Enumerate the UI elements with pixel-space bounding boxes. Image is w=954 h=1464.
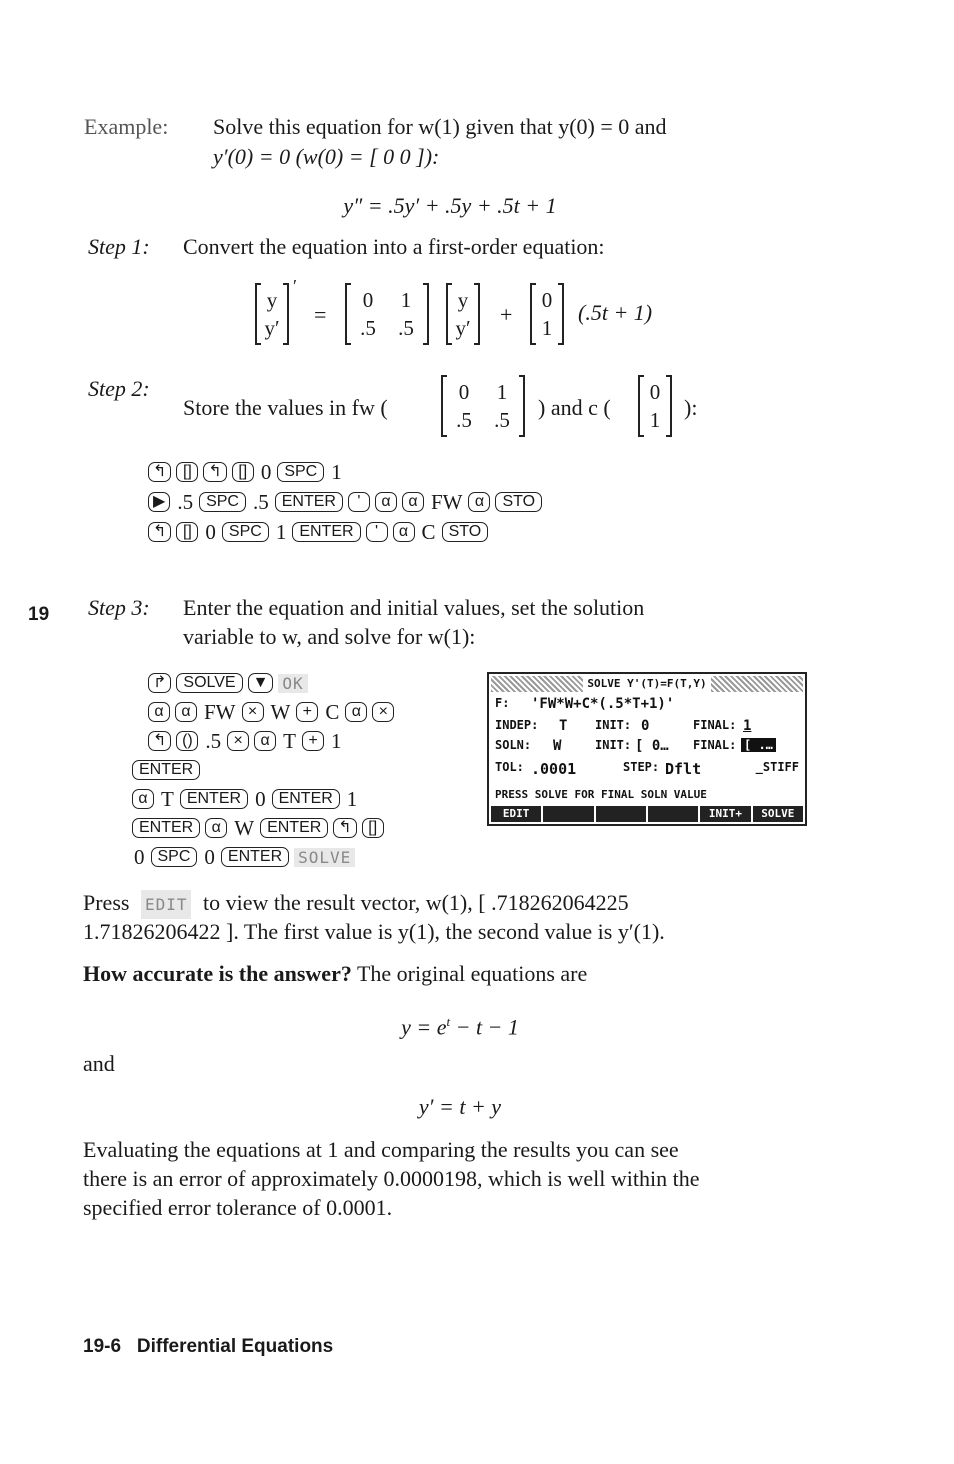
accuracy-text: The original equations are bbox=[356, 961, 588, 986]
key-text: 0 bbox=[205, 519, 216, 544]
spc-key[interactable]: SPC bbox=[151, 847, 198, 867]
screen-title-bar bbox=[491, 676, 803, 692]
enter-key[interactable]: ENTER bbox=[275, 492, 343, 512]
final1-value[interactable]: 1 bbox=[743, 718, 752, 734]
step3-keys-row5 bbox=[132, 785, 363, 813]
step1-m12: 1 bbox=[400, 288, 412, 312]
indep-value[interactable]: T bbox=[559, 718, 568, 734]
page-footer: 19-6 Differential Equations bbox=[83, 1336, 334, 1357]
alpha-key[interactable]: α bbox=[175, 702, 197, 722]
v-bottom: y′ bbox=[455, 316, 471, 340]
example-line1: Solve this equation for w(1) given that y(0) = 0 and bbox=[213, 114, 667, 139]
alpha-key[interactable]: α bbox=[393, 522, 415, 542]
step1-c-vector bbox=[530, 283, 564, 345]
alpha-key[interactable]: α bbox=[132, 789, 154, 809]
step3-keys-row2 bbox=[148, 698, 399, 726]
stiff-checkbox[interactable]: _STIFF bbox=[755, 760, 799, 774]
screen-menu bbox=[491, 806, 803, 822]
alpha-key[interactable]: α bbox=[345, 702, 367, 722]
f-value[interactable]: 'FW*W+C*(.5*T+1)' bbox=[531, 696, 675, 712]
tol-value[interactable]: .0001 bbox=[531, 760, 577, 778]
step3-label: Step 3: bbox=[88, 595, 150, 620]
key-text: 1 bbox=[346, 786, 358, 811]
key-text: 1 bbox=[330, 728, 342, 753]
screen-title: SOLVE Y'(T)=F(T,Y) bbox=[583, 676, 710, 692]
soln-value[interactable]: W bbox=[553, 738, 562, 754]
step2-keys-row3 bbox=[148, 518, 493, 546]
step2-c-top: 0 bbox=[649, 380, 661, 404]
key-text: FW bbox=[430, 489, 463, 514]
spc-key[interactable]: SPC bbox=[277, 462, 324, 482]
enter-key[interactable]: ENTER bbox=[221, 847, 289, 867]
sto-key[interactable]: STO bbox=[495, 492, 542, 512]
accuracy-line3: specified error tolerance of 0.0001. bbox=[83, 1195, 393, 1220]
lhs-top: y bbox=[266, 288, 278, 312]
step2-text-c: ): bbox=[684, 395, 698, 420]
accuracy-heading: How accurate is the answer? bbox=[83, 961, 352, 986]
final1-label: FINAL: bbox=[693, 718, 737, 732]
menu-init[interactable]: INIT+ bbox=[700, 806, 750, 822]
step1-plus: + bbox=[500, 302, 513, 327]
init1-label: INIT: bbox=[595, 718, 632, 732]
key-text: 0 bbox=[134, 844, 145, 869]
key-text: .5 bbox=[252, 489, 269, 514]
step2-c-bottom: 1 bbox=[649, 408, 661, 432]
indep-label: INDEP: bbox=[495, 718, 539, 732]
step-label: STEP: bbox=[623, 760, 660, 774]
key-text: T bbox=[283, 728, 296, 753]
step3-keys-row7 bbox=[132, 843, 361, 871]
bracket-key[interactable]: [] bbox=[176, 462, 198, 482]
key-text: 0 bbox=[204, 844, 215, 869]
step-value[interactable]: Dflt bbox=[665, 760, 702, 778]
right-shift-key[interactable]: ↱ bbox=[148, 673, 171, 693]
step2-m21: .5 bbox=[456, 408, 472, 432]
result-press: Press bbox=[83, 890, 130, 915]
left-shift-key[interactable]: ↰ bbox=[148, 462, 171, 482]
step1-forcing: (.5t + 1) bbox=[578, 300, 653, 325]
soln-label: SOLN: bbox=[495, 738, 532, 752]
left-shift-key[interactable]: ↰ bbox=[333, 818, 356, 838]
enter-key[interactable]: ENTER bbox=[132, 760, 200, 780]
plus-key[interactable]: + bbox=[302, 731, 324, 751]
c-top: 0 bbox=[541, 288, 553, 312]
alpha-key[interactable]: α bbox=[254, 731, 276, 751]
step3-keys-row6 bbox=[132, 814, 389, 842]
sto-key[interactable]: STO bbox=[442, 522, 489, 542]
key-text: T bbox=[161, 786, 174, 811]
accuracy-line2: there is an error of approximately 0.0000198, which is well within the bbox=[83, 1166, 700, 1191]
example-label: Example: bbox=[84, 114, 169, 139]
key-text: .5 bbox=[177, 489, 194, 514]
accuracy-line1: Evaluating the equations at 1 and comparing the results you can see bbox=[83, 1137, 679, 1162]
step3-keys-row3 bbox=[148, 727, 347, 755]
result-line1 bbox=[83, 888, 629, 919]
v-top: y bbox=[457, 288, 469, 312]
alpha-key[interactable]: α bbox=[148, 702, 170, 722]
lhs-prime: ′ bbox=[293, 276, 297, 296]
example-line2: y′(0) = 0 (w(0) = [ 0 0 ]): bbox=[213, 144, 440, 169]
left-shift-key[interactable]: ↰ bbox=[203, 462, 226, 482]
down-arrow-key[interactable]: ▼ bbox=[248, 673, 274, 693]
step2-keys-row2 bbox=[148, 488, 547, 516]
step3-keys-row4 bbox=[132, 756, 205, 784]
step1-m11: 0 bbox=[362, 288, 374, 312]
step1-matrix bbox=[345, 283, 429, 345]
step2-label: Step 2: bbox=[88, 376, 150, 401]
screen-tol-row bbox=[495, 760, 799, 778]
step1-text: Convert the equation into a first-order equation: bbox=[183, 234, 605, 259]
screen-f-row bbox=[495, 696, 799, 714]
step1-m22: .5 bbox=[398, 316, 414, 340]
multiply-key[interactable]: × bbox=[227, 731, 249, 751]
lhs-vector bbox=[255, 283, 289, 345]
menu-solve[interactable]: SOLVE bbox=[753, 806, 803, 822]
spc-key[interactable]: SPC bbox=[222, 522, 269, 542]
final2-label: FINAL: bbox=[693, 738, 737, 752]
alpha-key[interactable]: α bbox=[375, 492, 397, 512]
quote-key[interactable]: ' bbox=[366, 522, 388, 542]
left-shift-key[interactable]: ↰ bbox=[148, 522, 171, 542]
tol-label: TOL: bbox=[495, 760, 524, 774]
step2-c-vector bbox=[638, 375, 672, 437]
key-text: W bbox=[234, 815, 255, 840]
key-text: FW bbox=[204, 699, 236, 724]
step2-m12: 1 bbox=[496, 380, 508, 404]
solve-softkey[interactable]: SOLVE bbox=[294, 848, 355, 867]
right-arrow-key[interactable]: ▶ bbox=[148, 492, 170, 512]
spc-key[interactable]: SPC bbox=[199, 492, 246, 512]
key-text: 0 bbox=[255, 786, 266, 811]
left-shift-key[interactable]: ↰ bbox=[148, 731, 171, 751]
key-text: 1 bbox=[275, 519, 287, 544]
plus-key[interactable]: + bbox=[296, 702, 318, 722]
multiply-key[interactable]: × bbox=[242, 702, 264, 722]
f-label: F: bbox=[495, 696, 510, 710]
paren-key[interactable]: () bbox=[176, 731, 198, 751]
init1-value[interactable]: 0 bbox=[641, 718, 650, 734]
screen-indep-row bbox=[495, 718, 799, 736]
final2-value[interactable]: [ .… bbox=[741, 738, 776, 752]
key-text: 0 bbox=[260, 459, 272, 484]
menu-edit[interactable]: EDIT bbox=[491, 806, 541, 822]
alpha-key[interactable]: α bbox=[205, 818, 227, 838]
alpha-key[interactable]: α bbox=[402, 492, 424, 512]
key-text: 1 bbox=[331, 459, 342, 484]
accuracy-and: and bbox=[83, 1051, 115, 1076]
screen-soln-row bbox=[495, 738, 799, 756]
alpha-key[interactable]: α bbox=[468, 492, 490, 512]
step1-label: Step 1: bbox=[88, 234, 150, 259]
step2-keys-row1 bbox=[148, 458, 348, 486]
enter-key[interactable]: ENTER bbox=[132, 818, 200, 838]
calculator-screen bbox=[487, 672, 807, 826]
step1-m21: .5 bbox=[360, 316, 376, 340]
step2-text-b: ) and c ( bbox=[538, 395, 611, 420]
step2-m22: .5 bbox=[494, 408, 510, 432]
step2-matrix bbox=[441, 375, 525, 437]
quote-key[interactable]: ' bbox=[348, 492, 370, 512]
eq1-base: y = e bbox=[401, 1014, 447, 1040]
key-text: W bbox=[270, 699, 291, 724]
chapter-tab: 19 bbox=[28, 604, 50, 625]
step1-vector bbox=[446, 283, 480, 345]
enter-key[interactable]: ENTER bbox=[180, 789, 248, 809]
menu-blank-3[interactable] bbox=[648, 806, 698, 822]
lhs-bottom: y′ bbox=[264, 316, 280, 340]
multiply-key[interactable]: × bbox=[372, 702, 394, 722]
enter-key[interactable]: ENTER bbox=[272, 789, 340, 809]
menu-blank-1[interactable] bbox=[543, 806, 593, 822]
key-text: .5 bbox=[205, 728, 222, 753]
init2-label: INIT: bbox=[595, 738, 632, 752]
result-line1-rest: to view the result vector, w(1), [ .718262064225 bbox=[202, 890, 629, 915]
accuracy-eq1 bbox=[300, 1007, 620, 1041]
step2-m11: 0 bbox=[458, 380, 470, 404]
key-text: C bbox=[421, 519, 436, 544]
bracket-key[interactable]: [] bbox=[176, 522, 198, 542]
ok-softkey[interactable]: OK bbox=[278, 674, 307, 693]
screen-prompt: PRESS SOLVE FOR FINAL SOLN VALUE bbox=[495, 788, 707, 801]
step3-keys-row1 bbox=[148, 669, 314, 697]
bracket-key[interactable]: [] bbox=[232, 462, 254, 482]
c-bottom: 1 bbox=[541, 316, 553, 340]
accuracy-line bbox=[83, 959, 587, 988]
key-text: C bbox=[325, 699, 340, 724]
step1-equals: = bbox=[314, 302, 327, 327]
eq1-sup: t bbox=[446, 1014, 451, 1029]
enter-key[interactable]: ENTER bbox=[292, 522, 360, 542]
eq1-tail: − t − 1 bbox=[450, 1014, 519, 1040]
step3-line1: Enter the equation and initial values, set the solution bbox=[183, 595, 645, 620]
enter-key[interactable]: ENTER bbox=[260, 818, 328, 838]
result-line2: 1.71826206422 ]. The first value is y(1), the second value is y′(1). bbox=[83, 919, 665, 944]
step2-text-a: Store the values in fw ( bbox=[183, 395, 388, 420]
example-equation: y″ = .5y′ + .5y + .5t + 1 bbox=[343, 193, 557, 218]
menu-blank-2[interactable] bbox=[596, 806, 646, 822]
init2-value[interactable]: [ 0… bbox=[635, 738, 669, 754]
step3-line2: variable to w, and solve for w(1): bbox=[183, 624, 476, 649]
edit-softkey[interactable]: EDIT bbox=[141, 890, 192, 919]
accuracy-eq2: y′ = t + y bbox=[418, 1094, 502, 1119]
bracket-key[interactable]: [] bbox=[362, 818, 384, 838]
solve-key[interactable]: SOLVE bbox=[176, 673, 242, 693]
